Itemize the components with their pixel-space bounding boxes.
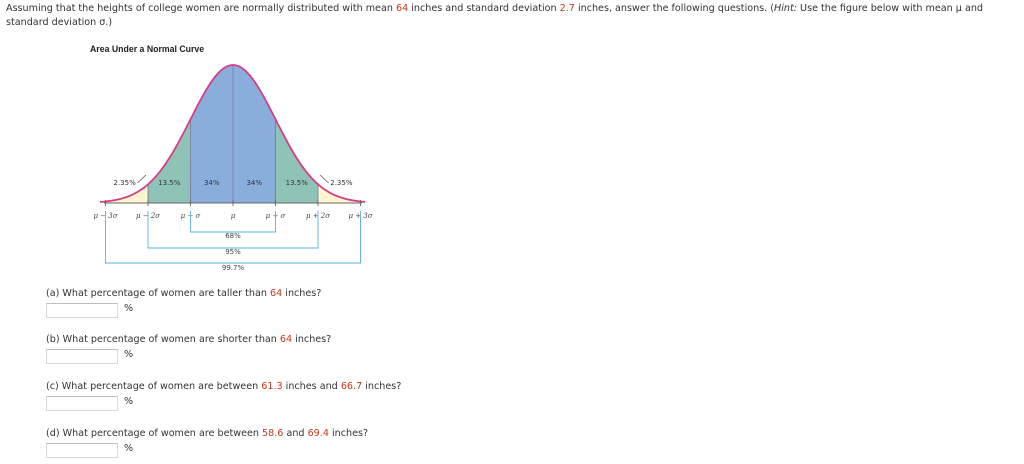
intro-text: Assuming that the heights of college women are normally distributed with mean [6, 3, 396, 14]
question-value: 64 [270, 288, 283, 299]
question-value: 58.6 [262, 428, 284, 439]
question-text: (a) What percentage of women are taller than [46, 288, 271, 299]
figure-title: Area Under a Normal Curve [90, 44, 205, 55]
axis-label: μ + σ [265, 212, 286, 220]
question-text: inches? [292, 334, 332, 345]
region-label: 2.35% [330, 179, 353, 187]
answer-input-b[interactable] [46, 349, 118, 364]
axis-label: μ + 2σ [305, 212, 331, 220]
question-c [46, 381, 401, 392]
question-a [46, 288, 321, 299]
answer-input-d[interactable] [46, 443, 118, 458]
hint-label: Hint: [774, 3, 797, 14]
axis-label: μ − 2σ [135, 212, 161, 220]
question-value: 69.4 [307, 428, 329, 439]
region-label: 2.35% [113, 179, 136, 187]
intro-text: inches and standard deviation [408, 3, 560, 14]
normal-curve-diagram [80, 42, 390, 277]
question-text: (c) What percentage of women are between [46, 381, 262, 392]
intro-text: inches, answer the following questions. ( [574, 3, 775, 14]
question-d [46, 428, 368, 439]
axis-label: μ [230, 212, 236, 220]
problem-statement [6, 2, 1016, 30]
region-label: 13.5% [158, 179, 181, 187]
question-text: inches? [328, 428, 369, 439]
question-text: inches? [282, 288, 322, 299]
bracket-label: 95% [225, 248, 241, 256]
bracket-label: 68% [225, 232, 241, 240]
question-text: inches? [362, 381, 402, 392]
question-text: and [283, 428, 308, 439]
axis-label: μ − 3σ [93, 212, 118, 220]
tail-region-right [318, 184, 365, 203]
region-label: 34% [203, 179, 220, 187]
region-label: 34% [246, 179, 263, 187]
region-label: 13.5% [285, 179, 308, 187]
question-text: (d) What percentage of women are between [46, 428, 263, 439]
axis-label: μ − σ [180, 212, 201, 220]
question-text: inches and [282, 381, 341, 392]
axis-label: μ + 3σ [348, 212, 373, 220]
tail-region-left [100, 184, 148, 203]
percent-sign: % [124, 396, 134, 407]
percent-sign: % [124, 349, 134, 360]
normal-curve-figure [80, 42, 390, 277]
bracket-label: 99.7% [221, 264, 245, 272]
answer-input-a[interactable] [46, 303, 118, 318]
tail-leader-right [320, 175, 329, 183]
question-value: 66.7 [340, 381, 363, 392]
question-text: (b) What percentage of women are shorter than [46, 334, 280, 345]
answer-input-c[interactable] [46, 396, 118, 411]
percent-sign: % [124, 443, 134, 454]
question-value: 64 [279, 334, 293, 345]
question-b [46, 334, 331, 345]
intro-text: Use the figure below with mean μ and standard deviation σ.) [6, 3, 984, 28]
mean-value: 64 [395, 3, 409, 14]
sd-value: 2.7 [559, 3, 575, 14]
question-value: 61.3 [261, 381, 283, 392]
percent-sign: % [124, 303, 134, 314]
tail-leader-left [137, 175, 146, 183]
